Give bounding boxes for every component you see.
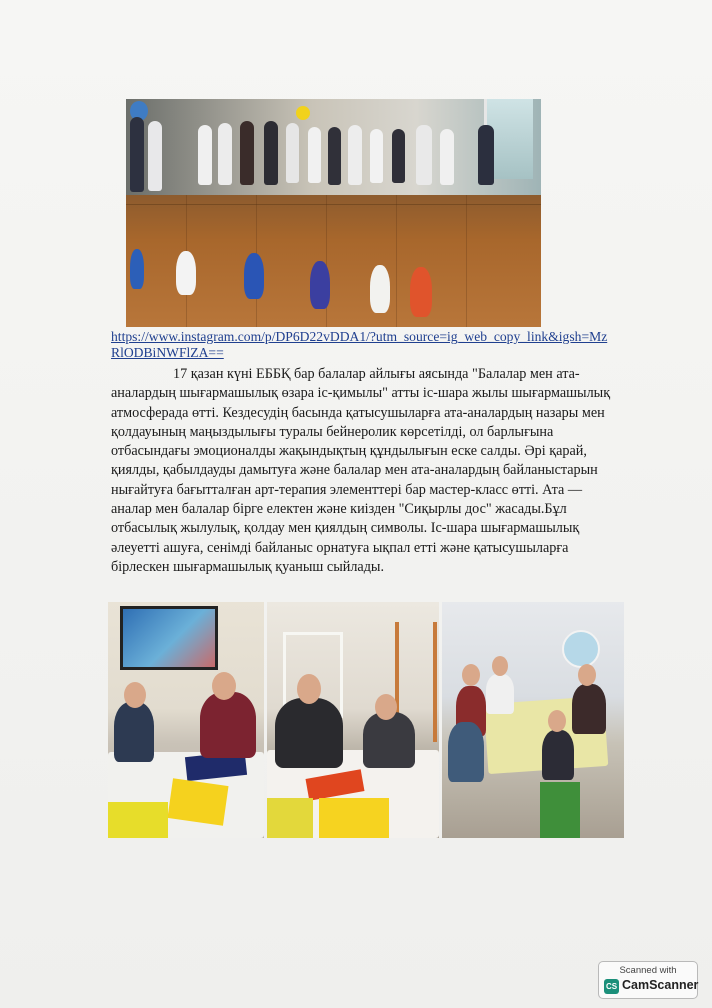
badge-brand: CamScanner	[622, 978, 699, 992]
collage-photo-right	[442, 602, 624, 838]
collage-photo-middle	[267, 602, 439, 838]
instagram-link[interactable]: https://www.instagram.com/p/DP6D22vDDA1/?utm_source=ig_web_copy_link&igsh=MzRlODBiNWFlZA==	[111, 329, 608, 360]
badge-caption: Scanned with	[619, 965, 677, 976]
balloon-yellow	[296, 106, 310, 120]
collage-photo-left	[108, 602, 264, 838]
bowling-pin	[244, 253, 264, 299]
bowling-pin	[370, 265, 390, 313]
camscanner-logo-icon: CS	[604, 979, 619, 994]
event-description: 17 қазан күні ЕББҚ бар балалар айлығы аясында "Балалар мен ата-аналардың шығармашылық өзара іс-қимылы" атты іс-шара жылы шығармашылық атмосферада өтті. Кездесудің басында қатысушыларға ата-аналардың назары мен қолдауының маңыздылығы туралы бейнеролик көрсетілді, ол барлығына отбасындағы эмоционалды жақындықтың құндылығын еске салды. Әрі қарай, қиялды, қабылдауды дамытуға және балалар мен ата-аналардың байланыстарын нығайтуға бағытталған арт-терапия элементтері бар мастер-класс өтті. Ата — аналар мен балалар бірге електен және киізден "Сиқырлы дос" жасады.Бұл отбасылық жылулық, қолдау мен қиялдың символы. Іс-шара шығармашылық әлеуетті ашуға, сенімді байланыс орнатуға ықпал етті және қатысушыларға бірлескен шығармашылық қуаныш сыйлады.	[111, 366, 611, 575]
bowling-pin	[176, 251, 196, 295]
bowling-pin	[130, 249, 144, 289]
top-photo	[126, 99, 541, 327]
camscanner-badge	[598, 961, 698, 999]
photo-collage	[108, 602, 624, 838]
tv-screen	[120, 606, 218, 670]
bowling-pin	[310, 261, 330, 309]
bowling-pin	[410, 267, 432, 317]
